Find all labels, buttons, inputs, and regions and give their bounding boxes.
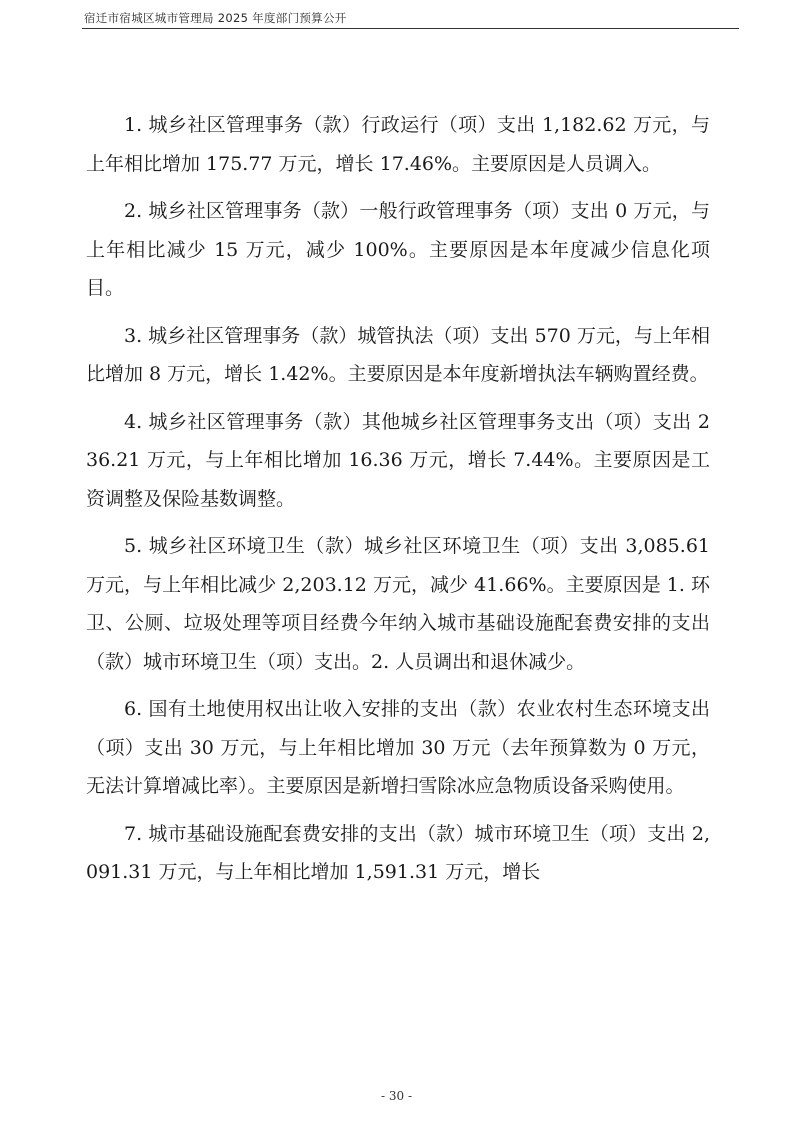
paragraph-6: 6. 国有土地使用权出让收入安排的支出（款）农业农村生态环境支出（项）支出 30 万元，与上年相比增加 30 万元（去年预算数为 0 万元，无法计算增减比率）。主要原因是新增扫雪除冰应急物质设备采购使用。 [86,698,710,797]
paragraph-7: 7. 城市基础设施配套费安排的支出（款）城市环境卫生（项）支出 2,091.31 万元，与上年相比增加 1,591.31 万元，增长 [86,822,710,883]
paragraph-5: 5. 城乡社区环境卫生（款）城乡社区环境卫生（项）支出 3,085.61 万元，与上年相比减少 2,203.12 万元，减少 41.66%。主要原因是 1. 环卫、公厕、垃圾处理等项目经费今年纳入城市基础设施配套费安排的支出（款）城市环境卫生（项）支出。2. 人员调出和退休减少。 [86,535,710,673]
document-body [86,106,710,901]
paragraph-4: 4. 城乡社区管理事务（款）其他城乡社区管理事务支出（项）支出 236.21 万元，与上年相比增加 16.36 万元，增长 7.44%。主要原因是工资调整及保险基数调整。 [86,410,710,510]
paragraph-1: 1. 城乡社区管理事务（款）行政运行（项）支出 1,182.62 万元，与上年相比增加 175.77 万元，增长 17.46%。主要原因是人员调入。 [86,114,710,175]
header-divider [82,28,739,29]
page-header-title: 宿迁市宿城区城市管理局 2025 年度部门预算公开 [84,11,347,25]
paragraph-2: 2. 城乡社区管理事务（款）一般行政管理事务（项）支出 0 万元，与上年相比减少 15 万元，减少 100%。主要原因是本年度减少信息化项目。 [86,200,710,299]
paragraph-3: 3. 城乡社区管理事务（款）城管执法（项）支出 570 万元，与上年相比增加 8 万元，增长 1.42%。主要原因是本年度新增执法车辆购置经费。 [86,324,710,385]
page-number: - 30 - [380,1089,412,1103]
